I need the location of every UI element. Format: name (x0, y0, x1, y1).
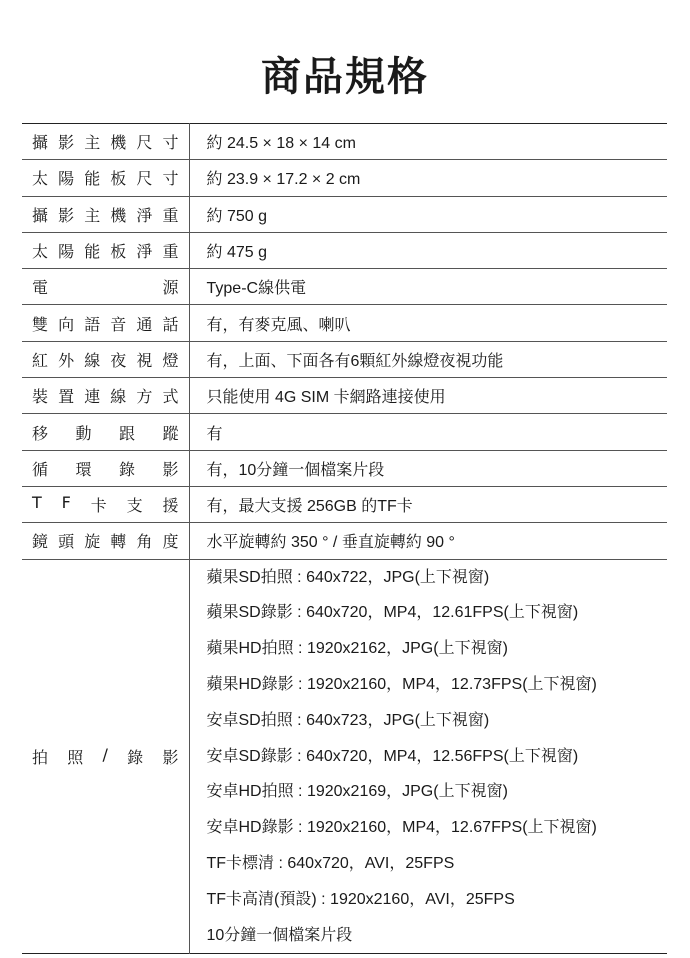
photo-spec-list-cell (189, 559, 667, 954)
photo-spec-item: 10分鐘一個檔案片段 (206, 926, 353, 944)
spec-label-text: 移 動 跟 蹤 (32, 423, 179, 443)
spec-label (22, 124, 189, 160)
page-title: 商品規格 (261, 54, 429, 100)
spec-value: 約 23.9 × 17.2 × 2 cm (189, 160, 667, 196)
spec-row (22, 378, 667, 414)
spec-label (22, 160, 189, 196)
spec-row (22, 196, 667, 232)
spec-label (22, 196, 189, 232)
spec-label-text: 循 環 錄 影 (32, 459, 179, 479)
photo-spec-item: 安卓HD錄影 : 1920x2160，MP4，12.67FPS(上下視窗) (206, 819, 597, 837)
spec-row (22, 486, 667, 522)
spec-value: 約 750 g (189, 196, 667, 232)
spec-row (22, 232, 667, 268)
spec-row (22, 414, 667, 450)
spec-label-text: T F 卡 支 援 (32, 493, 179, 516)
spec-row (22, 450, 667, 486)
spec-value: 有，10分鐘一個檔案片段 (189, 450, 667, 486)
spec-label-text: 裝 置 連 線 方 式 (32, 387, 179, 407)
spec-value: 約 475 g (189, 232, 667, 268)
spec-row (22, 341, 667, 377)
photo-spec-item: TF卡標清 : 640x720，AVI，25FPS (206, 854, 455, 872)
spec-label (22, 269, 189, 305)
spec-label-text: 雙 向 語 音 通 話 (32, 314, 179, 334)
spec-label-text: 拍 照 / 錄 影 (32, 744, 179, 767)
photo-spec-item: 安卓SD錄影 : 640x720，MP4，12.56FPS(上下視窗) (206, 747, 579, 765)
spec-value: 水平旋轉約 350 ° / 垂直旋轉約 90 ° (189, 523, 667, 559)
spec-row (22, 269, 667, 305)
spec-row-photo (22, 559, 667, 954)
spec-label (22, 341, 189, 377)
photo-spec-item: 蘋果SD拍照 : 640x722，JPG(上下視窗) (206, 568, 490, 586)
spec-label (22, 523, 189, 559)
photo-spec-item: 蘋果HD拍照 : 1920x2162，JPG(上下視窗) (206, 640, 508, 658)
spec-table (22, 123, 667, 954)
spec-row (22, 523, 667, 559)
spec-label (22, 414, 189, 450)
spec-label-text: 太 陽 能 板 尺 寸 (32, 169, 179, 189)
spec-value: 有 (189, 414, 667, 450)
spec-row (22, 305, 667, 341)
spec-label-text: 電 源 (32, 278, 179, 298)
spec-label (22, 486, 189, 522)
spec-label-text: 太 陽 能 板 淨 重 (32, 242, 179, 262)
photo-spec-item: TF卡高清(預設) : 1920x2160，AVI，25FPS (206, 890, 515, 908)
photo-spec-item: 安卓SD拍照 : 640x723，JPG(上下視窗) (206, 711, 490, 729)
photo-spec-list (207, 560, 668, 954)
spec-label (22, 378, 189, 414)
spec-value: 有，上面、下面各有6顆紅外線燈夜視功能 (189, 341, 667, 377)
photo-spec-item: 安卓HD拍照 : 1920x2169，JPG(上下視窗) (206, 783, 508, 801)
spec-row (22, 160, 667, 196)
spec-label (22, 305, 189, 341)
spec-row (22, 124, 667, 160)
spec-label (22, 559, 189, 954)
spec-value: Type-C線供電 (189, 269, 667, 305)
spec-label (22, 232, 189, 268)
spec-value: 約 24.5 × 18 × 14 cm (189, 124, 667, 160)
spec-label-text: 鏡 頭 旋 轉 角 度 (32, 532, 179, 552)
spec-value: 有，有麥克風、喇叭 (189, 305, 667, 341)
spec-value: 有，最大支援 256GB 的TF卡 (189, 486, 667, 522)
photo-spec-item: 蘋果SD錄影 : 640x720，MP4，12.61FPS(上下視窗) (206, 604, 579, 622)
spec-value: 只能使用 4G SIM 卡網路連接使用 (189, 378, 667, 414)
spec-label-text: 紅 外 線 夜 視 燈 (32, 350, 179, 370)
spec-label (22, 450, 189, 486)
spec-table-body (22, 124, 667, 954)
spec-label-text: 攝 影 主 機 淨 重 (32, 205, 179, 225)
photo-spec-item: 蘋果HD錄影 : 1920x2160，MP4，12.73FPS(上下視窗) (206, 675, 597, 693)
spec-label-text: 攝 影 主 機 尺 寸 (32, 133, 179, 153)
